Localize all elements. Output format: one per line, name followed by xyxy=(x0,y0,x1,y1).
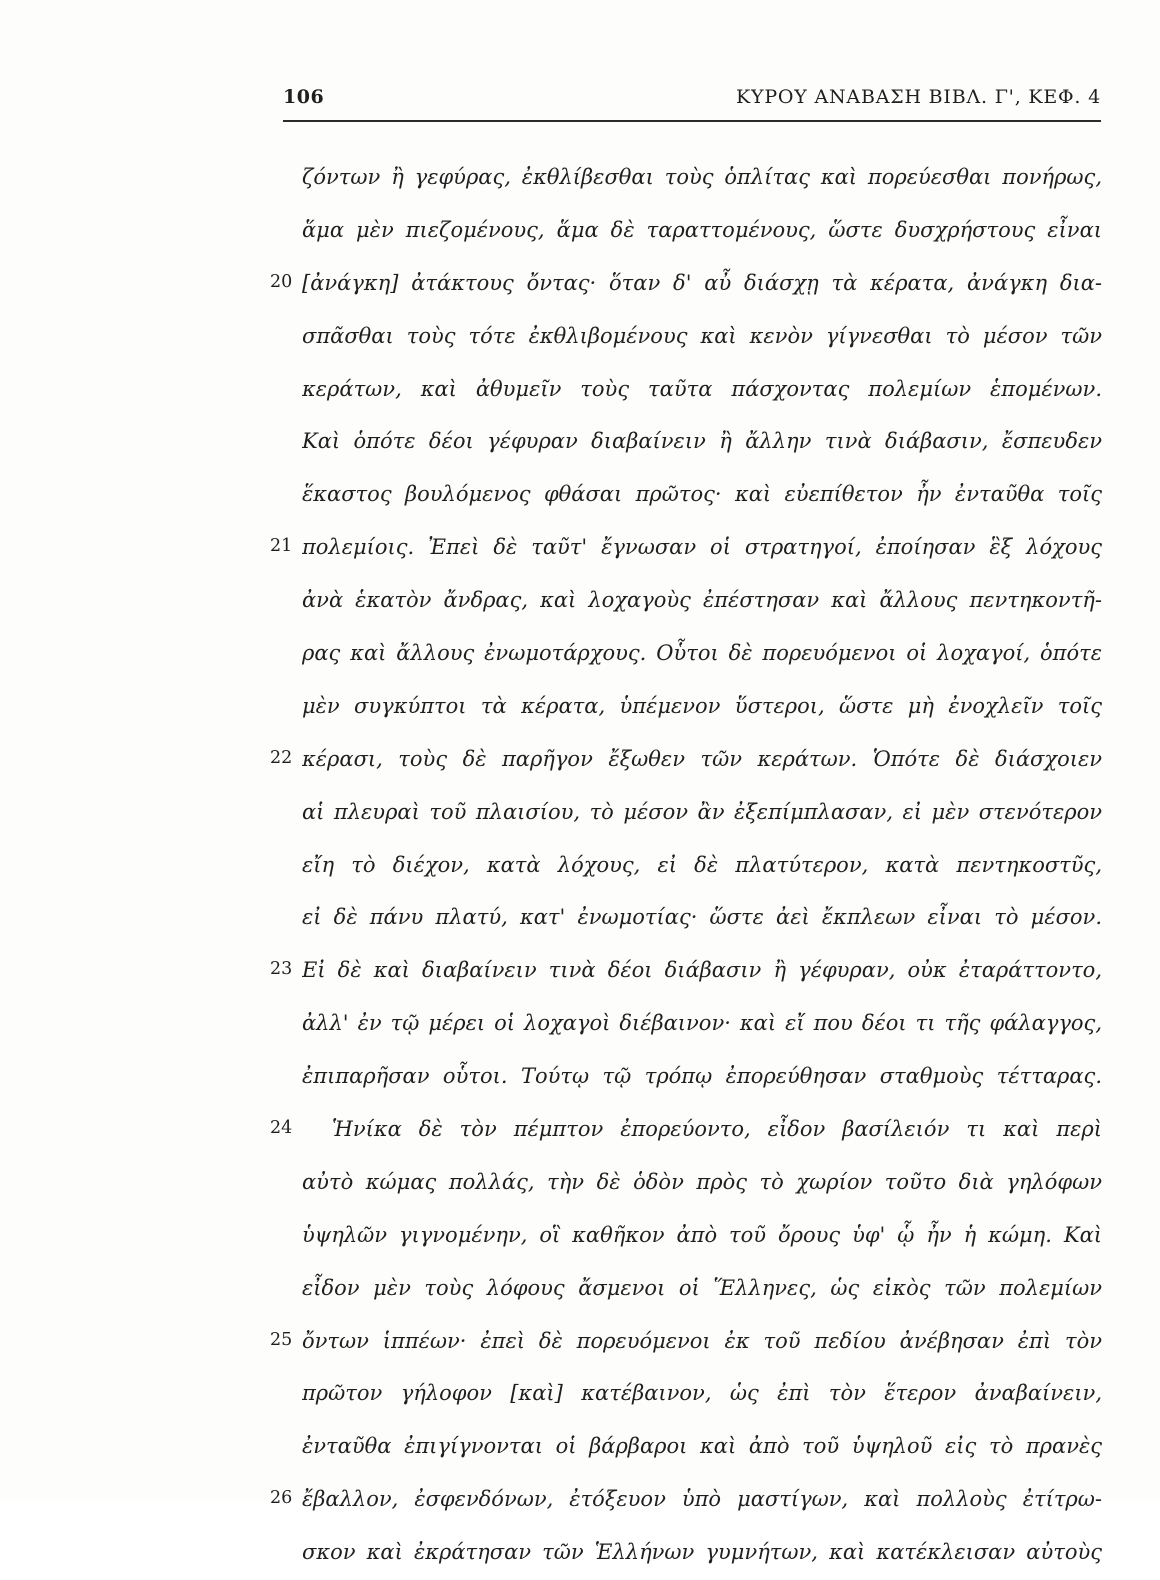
line-text: ἕκαστος βουλόμενος φθάσαι πρῶτος· καὶ εὐεπίθετον ἦν ἐνταῦθα τοῖς xyxy=(302,482,1102,507)
line-text: ἀνὰ ἑκατὸν ἄνδρας, καὶ λοχαγοὺς ἐπέστησαν καὶ ἄλλους πεντηκοντῆ- xyxy=(302,588,1102,613)
text-line xyxy=(0,840,1160,893)
text-line xyxy=(0,1157,1160,1210)
header-rule xyxy=(283,120,1101,122)
text-line xyxy=(0,1104,1160,1157)
line-text: ἀλλ' ἐν τῷ μέρει οἱ λοχαγοὶ διέβαινον· καὶ εἴ που δέοι τι τῆς φάλαγγος, xyxy=(302,1011,1102,1036)
line-text: εἶδον μὲν τοὺς λόφους ἄσμενοι οἱ Ἕλληνες, ὡς εἰκὸς τῶν πολεμίων xyxy=(302,1275,1102,1300)
line-text: ἔβαλλον, ἐσφενδόνων, ἐτόξευον ὑπὸ μαστίγων, καὶ πολλοὺς ἐτίτρω- xyxy=(302,1487,1102,1512)
line-text: ἐπιπαρῆσαν οὗτοι. Τούτῳ τῷ τρόπῳ ἐπορεύθησαν σταθμοὺς τέτταρας. xyxy=(302,1064,1102,1089)
line-text: πρῶτον γήλοφον [καὶ] κατέβαινον, ὡς ἐπὶ τὸν ἕτερον ἀναβαίνειν, xyxy=(302,1381,1102,1406)
line-text: κεράτων, καὶ ἀθυμεῖν τοὺς ταῦτα πάσχοντας πολεμίων ἑπομένων. xyxy=(302,376,1102,401)
line-text: ρας καὶ ἄλλους ἐνωμοτάρχους. Οὗτοι δὲ πορευόμενοι οἱ λοχαγοί, ὁπότε xyxy=(302,641,1102,666)
text-line xyxy=(0,998,1160,1051)
section-number: 20 xyxy=(270,271,293,292)
section-number: 22 xyxy=(270,747,293,768)
text-line xyxy=(0,1051,1160,1104)
line-text: αἱ πλευραὶ τοῦ πλαισίου, τὸ μέσον ἂν ἐξεπίμπλασαν, εἰ μὲν στενότερον xyxy=(302,799,1102,824)
text-line xyxy=(0,734,1160,787)
text-line xyxy=(0,311,1160,364)
text-line xyxy=(0,1474,1160,1527)
text-line xyxy=(0,258,1160,311)
text-line xyxy=(0,945,1160,998)
text-line xyxy=(0,575,1160,628)
section-number: 23 xyxy=(270,959,293,980)
line-text: εἴη τὸ διέχον, κατὰ λόχους, εἰ δὲ πλατύτερον, κατὰ πεντηκοστῦς, xyxy=(302,852,1102,877)
text-line xyxy=(0,628,1160,681)
page-number: 106 xyxy=(283,86,325,108)
text-line xyxy=(0,1316,1160,1369)
page-header xyxy=(283,82,1101,116)
text-line xyxy=(0,892,1160,945)
line-text: ἅμα μὲν πιεζομένους, ἅμα δὲ ταραττομένους, ὥστε δυσχρήστους εἶναι xyxy=(302,217,1102,242)
section-number: 24 xyxy=(270,1118,293,1139)
line-text: αὐτὸ κώμας πολλάς, τὴν δὲ ὁδὸν πρὸς τὸ χωρίον τοῦτο διὰ γηλόφων xyxy=(302,1169,1102,1194)
line-text: πολεμίοις. Ἐπεὶ δὲ ταῦτ' ἔγνωσαν οἱ στρατηγοί, ἐποίησαν ἓξ λόχους xyxy=(302,535,1102,560)
section-number: 21 xyxy=(270,536,293,557)
line-text: σπᾶσθαι τοὺς τότε ἐκθλιβομένους καὶ κενὸν γίγνεσθαι τὸ μέσον τῶν xyxy=(302,323,1102,348)
line-text: ἐνταῦθα ἐπιγίγνονται οἱ βάρβαροι καὶ ἀπὸ τοῦ ὑψηλοῦ εἰς τὸ πρανὲς xyxy=(302,1434,1102,1459)
text-line xyxy=(0,1421,1160,1474)
line-text: Ἡνίκα δὲ τὸν πέμπτον ἐπορεύοντο, εἶδον βασίλειόν τι καὶ περὶ xyxy=(332,1117,1102,1142)
text-line xyxy=(0,681,1160,734)
line-text: Εἰ δὲ καὶ διαβαίνειν τινὰ δέοι διάβασιν ἢ γέφυραν, οὐκ ἐταράττοντο, xyxy=(302,958,1102,983)
greek-text-body xyxy=(0,152,1160,1580)
text-line xyxy=(0,1263,1160,1316)
text-line xyxy=(0,1527,1160,1580)
text-line xyxy=(0,152,1160,205)
line-text: Καὶ ὁπότε δέοι γέφυραν διαβαίνειν ἢ ἄλλην τινὰ διάβασιν, ἔσπευδεν xyxy=(302,429,1102,454)
text-line xyxy=(0,1210,1160,1263)
line-text: ὑψηλῶν γιγνομένην, οἳ καθῆκον ἀπὸ τοῦ ὄρους ὑφ' ᾧ ἦν ἡ κώμη. Καὶ xyxy=(302,1222,1102,1247)
line-text: εἰ δὲ πάνυ πλατύ, κατ' ἐνωμοτίας· ὥστε ἀεὶ ἔκπλεων εἶναι τὸ μέσον. xyxy=(302,905,1102,930)
line-text: σκον καὶ ἐκράτησαν τῶν Ἑλλήνων γυμνήτων, καὶ κατέκλεισαν αὐτοὺς xyxy=(302,1540,1102,1565)
section-number: 26 xyxy=(270,1488,293,1509)
line-text: ζόντων ἢ γεφύρας, ἐκθλίβεσθαι τοὺς ὁπλίτας καὶ πορεύεσθαι πονήρως, xyxy=(302,165,1102,189)
line-text: κέρασι, τοὺς δὲ παρῆγον ἔξωθεν τῶν κεράτων. Ὁπότε δὲ διάσχοιεν xyxy=(302,746,1102,771)
line-text: ὄντων ἱππέων· ἐπεὶ δὲ πορευόμενοι ἐκ τοῦ πεδίου ἀνέβησαν ἐπὶ τὸν xyxy=(302,1328,1102,1353)
text-line xyxy=(0,522,1160,575)
line-text: [ἀνάγκη] ἀτάκτους ὄντας· ὅταν δ' αὖ διάσχῃ τὰ κέρατα, ἀνάγκη δια- xyxy=(302,270,1102,295)
running-title: ΚΥΡΟΥ ΑΝΑΒΑΣΗ ΒΙΒΛ. Γ', ΚΕΦ. 4 xyxy=(736,86,1101,108)
text-line xyxy=(0,469,1160,522)
text-line xyxy=(0,787,1160,840)
line-text: μὲν συγκύπτοι τὰ κέρατα, ὑπέμενον ὕστεροι, ὥστε μὴ ἐνοχλεῖν τοῖς xyxy=(302,693,1102,718)
text-line xyxy=(0,205,1160,258)
section-number: 25 xyxy=(270,1329,293,1350)
text-line xyxy=(0,1368,1160,1421)
text-line xyxy=(0,416,1160,469)
text-line xyxy=(0,364,1160,417)
